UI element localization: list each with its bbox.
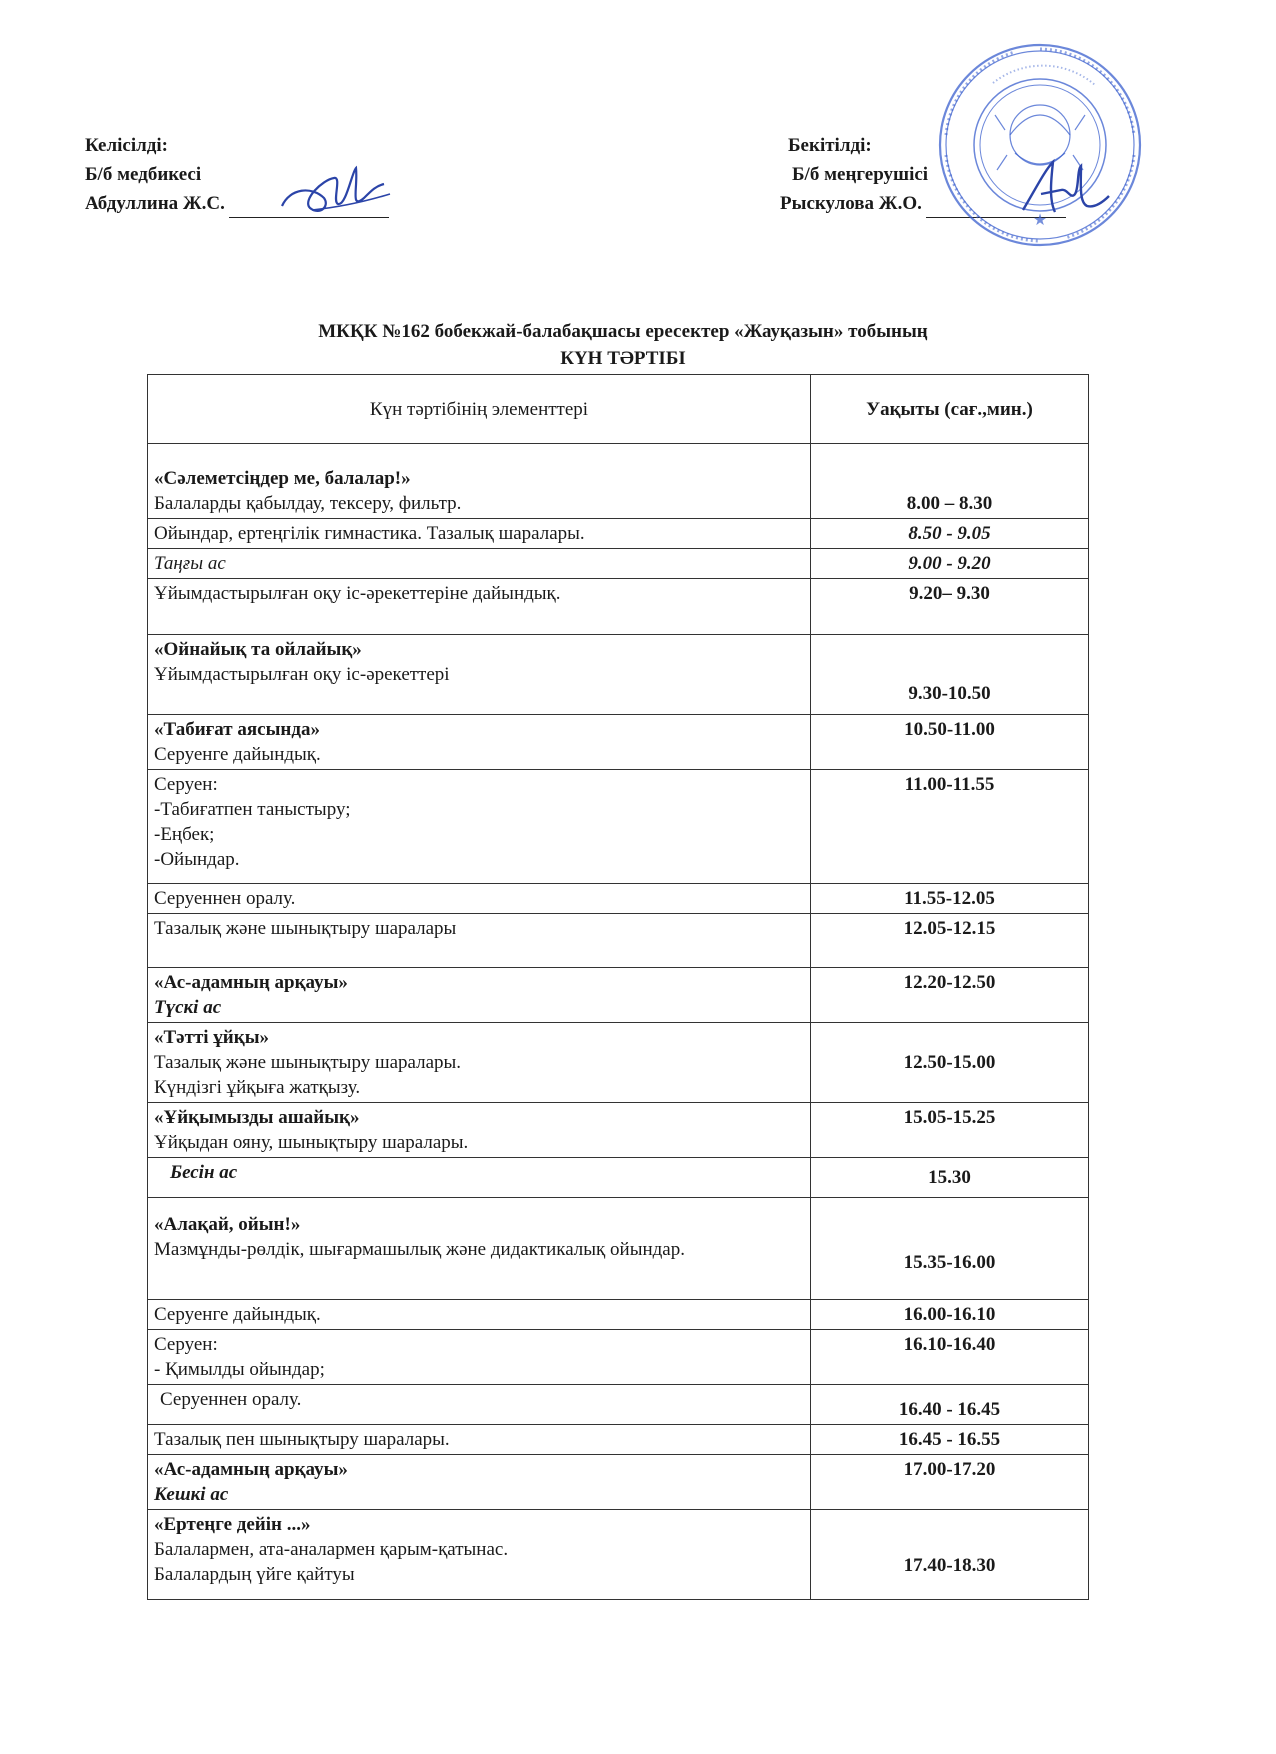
row-time: 15.35-16.00 <box>811 1198 1089 1300</box>
row-heading: «Ас-адамның арқауы» <box>154 972 348 993</box>
row-heading: «Ертеңге дейін ...» <box>154 1514 311 1535</box>
table-row <box>148 1023 1089 1103</box>
table-row <box>148 579 1089 635</box>
row-time: 9.30-10.50 <box>811 635 1089 715</box>
row-time: 10.50-11.00 <box>811 715 1089 770</box>
table-row <box>148 1425 1089 1455</box>
row-activity <box>148 914 811 968</box>
row-activity <box>148 1023 811 1103</box>
row-line: - Қимылды ойындар; <box>154 1359 325 1380</box>
table-row <box>148 884 1089 914</box>
row-activity <box>148 549 811 579</box>
row-line: Күндізгі ұйқыға жатқызу. <box>154 1077 361 1098</box>
row-line: Ойындар, ертеңгілік гимнастика. Тазалық шаралары. <box>154 523 585 544</box>
row-time: 15.30 <box>811 1158 1089 1198</box>
director-signature <box>1015 150 1115 230</box>
row-line: Серуен: <box>154 1334 218 1355</box>
row-line: Ұйқыдан ояну, шынықтыру шаралары. <box>154 1132 469 1153</box>
row-line: Балаларды қабылдау, тексеру, фильтр. <box>154 493 462 514</box>
table-row <box>148 1330 1089 1385</box>
row-heading: «Сәлеметсіңдер ме, балалар!» <box>154 468 411 489</box>
row-line: Балалармен, ата-аналармен қарым-қатынас. <box>154 1539 509 1560</box>
table-row <box>148 968 1089 1023</box>
row-activity <box>148 579 811 635</box>
nurse-signature <box>272 158 402 228</box>
row-heading: «Тәтті ұйқы» <box>154 1027 270 1048</box>
row-line: Түскі ас <box>154 997 222 1018</box>
header-time: Уақыты (сағ.,мин.) <box>811 375 1089 444</box>
row-line: Серуеннен оралу. <box>160 1389 302 1410</box>
row-line: Бесін ас <box>170 1162 238 1183</box>
row-activity <box>148 519 811 549</box>
row-line: Ұйымдастырылған оқу іс-әрекеттеріне дайындық. <box>154 583 561 604</box>
row-line: Серуенге дайындық. <box>154 1304 321 1325</box>
agreed-role: Б/б медбикесі <box>85 164 202 185</box>
row-time: 12.20-12.50 <box>811 968 1089 1023</box>
row-activity <box>148 1198 811 1300</box>
table-row <box>148 635 1089 715</box>
row-line: -Еңбек; <box>154 824 215 845</box>
row-line: Таңғы ас <box>154 553 226 574</box>
approved-name: Рыскулова Ж.О. <box>780 193 922 214</box>
row-line: Серуенге дайындық. <box>154 744 321 765</box>
row-line: Тазалық және шынықтыру шаралары. <box>154 1052 462 1073</box>
row-line: Серуеннен оралу. <box>154 888 296 909</box>
row-activity <box>148 1330 811 1385</box>
row-heading: «Ас-адамның арқауы» <box>154 1459 348 1480</box>
row-time: 11.00-11.55 <box>811 770 1089 884</box>
row-activity <box>148 1510 811 1600</box>
approved-heading: Бекітілді: <box>788 135 872 156</box>
row-activity <box>148 1425 811 1455</box>
row-time: 12.05-12.15 <box>811 914 1089 968</box>
row-line: Мазмұнды-рөлдік, шығармашылық және дидактикалық ойындар. <box>154 1239 685 1260</box>
row-activity <box>148 715 811 770</box>
row-activity <box>148 635 811 715</box>
row-time: 11.55-12.05 <box>811 884 1089 914</box>
row-line: -Табиғатпен таныстыру; <box>154 799 351 820</box>
row-time: 16.10-16.40 <box>811 1330 1089 1385</box>
row-line: Кешкі ас <box>154 1484 229 1505</box>
schedule-table <box>147 374 1089 1600</box>
row-time: 17.40-18.30 <box>811 1510 1089 1600</box>
row-time: 15.05-15.25 <box>811 1103 1089 1158</box>
row-time: 16.45 - 16.55 <box>811 1425 1089 1455</box>
row-activity <box>148 1300 811 1330</box>
row-line: Балалардың үйге қайтуы <box>154 1564 355 1585</box>
row-time: 16.40 - 16.45 <box>811 1385 1089 1425</box>
table-row <box>148 1385 1089 1425</box>
table-row <box>148 914 1089 968</box>
table-row <box>148 1158 1089 1198</box>
table-row <box>148 1103 1089 1158</box>
row-activity <box>148 1455 811 1510</box>
table-row <box>148 1300 1089 1330</box>
row-line: Тазалық пен шынықтыру шаралары. <box>154 1429 450 1450</box>
row-heading: «Ұйқымызды ашайық» <box>154 1107 360 1128</box>
table-row <box>148 1455 1089 1510</box>
row-time: 9.00 - 9.20 <box>811 549 1089 579</box>
table-row <box>148 444 1089 519</box>
table-row <box>148 519 1089 549</box>
document-subtitle: КҮН ТӘРТІБІ <box>560 348 686 369</box>
row-time: 9.20– 9.30 <box>811 579 1089 635</box>
row-time: 12.50-15.00 <box>811 1023 1089 1103</box>
agreed-name: Абдуллина Ж.С. <box>85 193 225 214</box>
row-activity <box>148 1103 811 1158</box>
row-line: -Ойындар. <box>154 849 240 870</box>
table-header-row <box>148 375 1089 444</box>
table-row <box>148 770 1089 884</box>
table-row <box>148 1510 1089 1600</box>
table-row <box>148 549 1089 579</box>
row-heading: «Ойнайық та ойлайық» <box>154 639 362 660</box>
row-line: Ұйымдастырылған оқу іс-әрекеттері <box>154 664 450 685</box>
row-activity <box>148 884 811 914</box>
row-line: Тазалық және шынықтыру шаралары <box>154 918 457 939</box>
document-title: МКҚК №162 бобекжай-балабақшасы ересектер «Жауқазын» тобының <box>318 321 928 342</box>
row-activity <box>148 444 811 519</box>
table-row <box>148 715 1089 770</box>
svg-text:★: ★ <box>1032 212 1048 229</box>
row-line: Серуен: <box>154 774 218 795</box>
header-elements: Күн тәртібінің элементтері <box>148 375 811 444</box>
agreed-heading: Келісілді: <box>85 135 169 156</box>
row-heading: «Табиғат аясында» <box>154 719 320 740</box>
row-activity <box>148 1158 811 1198</box>
approved-role: Б/б меңгерушісі <box>792 164 929 185</box>
row-heading: «Алақай, ойын!» <box>154 1214 301 1235</box>
row-activity <box>148 968 811 1023</box>
row-time: 8.50 - 9.05 <box>811 519 1089 549</box>
row-activity <box>148 1385 811 1425</box>
table-row <box>148 1198 1089 1300</box>
row-activity <box>148 770 811 884</box>
row-time: 16.00-16.10 <box>811 1300 1089 1330</box>
row-time: 17.00-17.20 <box>811 1455 1089 1510</box>
row-time: 8.00 – 8.30 <box>811 444 1089 519</box>
